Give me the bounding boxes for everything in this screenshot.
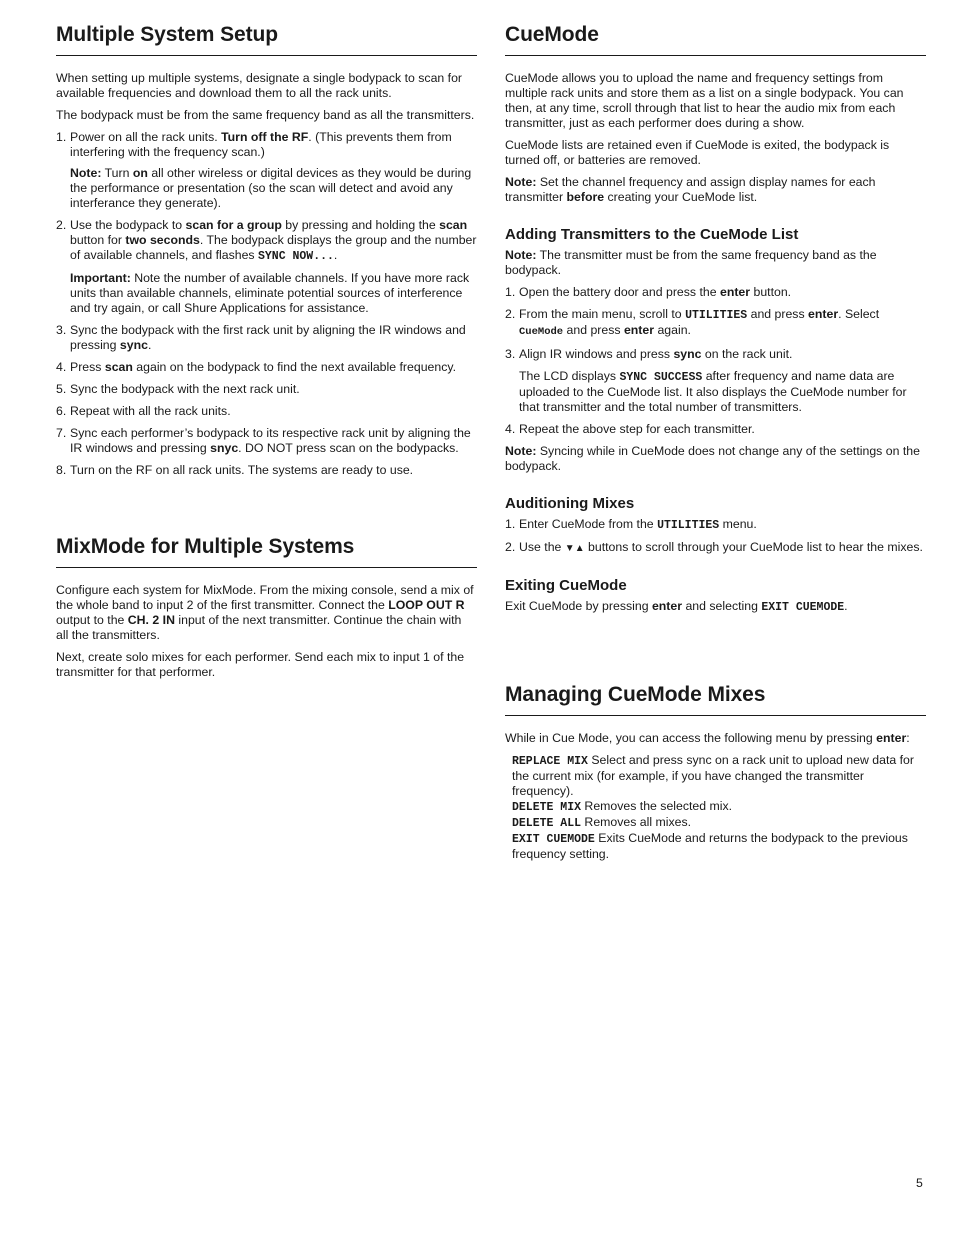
text: buttons to scroll through your CueMode list to hear the mixes. [584, 540, 923, 554]
text: Open the battery door and press the [519, 285, 720, 299]
text-bold: sync [673, 347, 702, 361]
menu-option [512, 815, 926, 831]
paragraph [505, 599, 926, 615]
text: Use the bodypack to [70, 218, 186, 232]
steps-list [505, 517, 926, 556]
step-number: 1. [505, 285, 516, 299]
text: Enter CueMode from the [519, 517, 658, 531]
note-label: Note: [70, 166, 102, 180]
text: Turn on the RF on all rack units. The systems are ready to use. [70, 463, 414, 477]
list-item [505, 347, 926, 362]
lcd-text: UTILITIES [685, 309, 748, 322]
menu-options-list [505, 753, 926, 862]
steps-list [56, 130, 477, 478]
text: input of the next transmitter. Continue the chain with all the transmitters. [56, 613, 462, 642]
text: menu. [719, 517, 757, 531]
multiple-system-setup-section [56, 22, 477, 485]
step-number: 2. [505, 540, 516, 554]
text: creating your CueMode list. [604, 190, 758, 204]
menu-option [512, 831, 926, 862]
lcd-text: SYNC NOW... [258, 250, 334, 263]
text: after frequency and name data are uploaded to the CueMode list. It also displays the CueMode number for that transmitter and the total number of transmitters. [519, 369, 907, 414]
menu-option [512, 753, 926, 799]
step-number: 1. [505, 517, 516, 531]
text: Repeat the above step for each transmitter. [519, 422, 755, 436]
paragraph: Next, create solo mixes for each performer. Send each mix to input 1 of the transmitter for that performer. [56, 650, 465, 679]
menu-option-description: Removes all mixes. [581, 815, 692, 829]
text: . The bodypack displays the group and the number of available channels, and flashes [70, 233, 477, 262]
text: Syncing while in CueMode does not change any of the settings on the bodypack. [505, 444, 920, 473]
managing-cuemode-section [505, 682, 926, 862]
text: Press [70, 360, 105, 374]
text-bold: enter [623, 323, 655, 337]
text: again. [654, 323, 691, 337]
step-number: 8. [56, 463, 67, 477]
text: . DO NOT press scan on the bodypacks. [238, 441, 459, 455]
text-bold: sync [119, 338, 148, 352]
text: button for [70, 233, 126, 247]
paragraph: CueMode allows you to upload the name and frequency settings from multiple rack units and store them as a list on a single bodypack. You can then, at any time, scroll through that list to hear the audio mix from each transmitter, just as each performer does during a show. [505, 71, 904, 130]
down-up-arrow-icon: ▼▲ [564, 543, 585, 554]
list-item [56, 323, 477, 353]
section-title: Multiple System Setup [56, 22, 477, 56]
note-paragraph [505, 175, 926, 205]
text-bold: snyc [210, 441, 239, 455]
paragraph: The bodypack must be from the same frequency band as all the transmitters. [56, 108, 475, 122]
mixmode-section [56, 534, 477, 687]
text-bold: before [566, 190, 605, 204]
section-title: CueMode [505, 22, 926, 56]
text: all other wireless or digital devices as they would be during the performance or presentation (so the scan will detect and avoid any interferance they generate). [70, 166, 472, 210]
text: output to the [56, 613, 128, 627]
text: . (This prevents them from interfering with the frequency scan.) [70, 130, 452, 159]
step-number: 5. [56, 382, 67, 396]
steps-list [505, 285, 926, 437]
list-item [56, 463, 477, 478]
menu-option-key: DELETE ALL [512, 817, 582, 830]
paragraph [505, 731, 926, 746]
text: The LCD displays [519, 369, 620, 383]
text: again on the bodypack to find the next available frequency. [132, 360, 457, 374]
section-title: MixMode for Multiple Systems [56, 534, 477, 568]
list-item [56, 382, 477, 397]
menu-option-key: DELETE MIX [512, 801, 582, 814]
paragraph: When setting up multiple systems, designate a single bodypack to scan for available frequencies and download them to all the rack units. [56, 71, 463, 100]
page-number: 5 [916, 1176, 923, 1190]
lcd-note-block [505, 369, 926, 415]
text: Turn [101, 166, 133, 180]
subsection-title: Auditioning Mixes [505, 495, 635, 512]
text: Configure each system for MixMode. From the mixing console, send a mix of the whole band to input 2 of the first transmitter. Connect the [56, 583, 474, 612]
menu-option-key: REPLACE MIX [512, 755, 588, 768]
menu-option-key: EXIT CUEMODE [512, 833, 595, 846]
text: . Select [838, 307, 880, 321]
text: Repeat with all the rack units. [70, 404, 231, 418]
step-number: 3. [505, 347, 516, 361]
text: . [147, 338, 152, 352]
text: Note the number of available channels. If you have more rack units than available channels, eliminate potential sources of interference and try again, or call Shure Applications for assistance. [70, 271, 470, 315]
text: : [906, 731, 910, 745]
list-item [505, 422, 926, 437]
text: While in Cue Mode, you can access the following menu by pressing [505, 731, 877, 745]
text: on the rack unit. [701, 347, 793, 361]
note-block [56, 166, 477, 211]
text-bold: enter [808, 307, 839, 321]
list-item [56, 360, 477, 375]
text: and press [563, 323, 624, 337]
text: and press [747, 307, 809, 321]
important-block [56, 271, 477, 316]
important-label: Important: [70, 271, 131, 285]
lcd-text: SYNC SUCCESS [619, 371, 703, 384]
note-paragraph [505, 444, 926, 474]
text: . [333, 248, 338, 262]
menu-option-description: Removes the selected mix. [581, 799, 733, 813]
text: Use the [519, 540, 565, 554]
text-bold: CH. 2 IN [127, 613, 175, 627]
subsection-title: Exiting CueMode [505, 577, 627, 594]
list-item [56, 404, 477, 419]
step-number: 6. [56, 404, 67, 418]
paragraph: CueMode lists are retained even if CueMode is exited, the bodypack is turned off, or batteries are removed. [505, 138, 890, 167]
lcd-text: UTILITIES [657, 519, 720, 532]
text-bold: scan [104, 360, 133, 374]
list-item [56, 130, 477, 160]
list-item [505, 540, 926, 556]
text: . [844, 599, 848, 613]
lcd-text: CueMode [519, 326, 564, 338]
menu-option-description: Exits CueMode and returns the bodypack to the previous frequency setting. [512, 831, 908, 861]
step-number: 1. [56, 130, 67, 144]
lcd-text: EXIT CUEMODE [761, 601, 845, 614]
text-bold: scan [439, 218, 468, 232]
step-number: 4. [505, 422, 516, 436]
text: Align IR windows and press [519, 347, 674, 361]
text: From the main menu, scroll to [519, 307, 686, 321]
list-item [505, 285, 926, 300]
text-bold: scan for a group [185, 218, 282, 232]
note-label: Note: [505, 248, 537, 262]
menu-option [512, 799, 926, 815]
text: Sync the bodypack with the first rack unit by aligning the IR windows and pressing [70, 323, 466, 352]
text: Sync the bodypack with the next rack unit. [70, 382, 300, 396]
text-bold: enter [719, 285, 751, 299]
note-paragraph [505, 248, 926, 278]
section-title: Managing CueMode Mixes [505, 682, 926, 716]
subsection-title: Adding Transmitters to the CueMode List [505, 226, 799, 243]
text-bold: Turn off the RF [221, 130, 309, 144]
menu-option-description: Select and press sync on a rack unit to upload new data for the current mix (for example, if you have changed the transmitter frequency). [512, 753, 914, 798]
text: by pressing and holding the [281, 218, 440, 232]
text-bold: enter [651, 599, 683, 613]
list-item [56, 426, 477, 456]
list-item [505, 307, 926, 340]
step-number: 7. [56, 426, 67, 440]
step-number: 3. [56, 323, 67, 337]
note-label: Note: [505, 444, 537, 458]
text: Set the channel frequency and assign display names for each transmitter [505, 175, 876, 204]
paragraph [56, 583, 477, 643]
text: and selecting [682, 599, 762, 613]
text: button. [750, 285, 792, 299]
step-number: 2. [56, 218, 67, 232]
cuemode-section [505, 22, 926, 622]
step-number: 4. [56, 360, 67, 374]
list-item [505, 517, 926, 533]
text-bold: two seconds [125, 233, 200, 247]
note-label: Note: [505, 175, 537, 189]
list-item [56, 218, 477, 264]
text-bold: on [132, 166, 148, 180]
text: The transmitter must be from the same frequency band as the bodypack. [505, 248, 877, 277]
step-number: 2. [505, 307, 516, 321]
text: Exit CueMode by pressing [505, 599, 652, 613]
text-bold: LOOP OUT R [388, 598, 465, 612]
text-bold: enter [876, 731, 907, 745]
text: Power on all the rack units. [70, 130, 222, 144]
text: Sync each performer’s bodypack to its respective rack unit by aligning the IR windows and pressing [70, 426, 471, 455]
